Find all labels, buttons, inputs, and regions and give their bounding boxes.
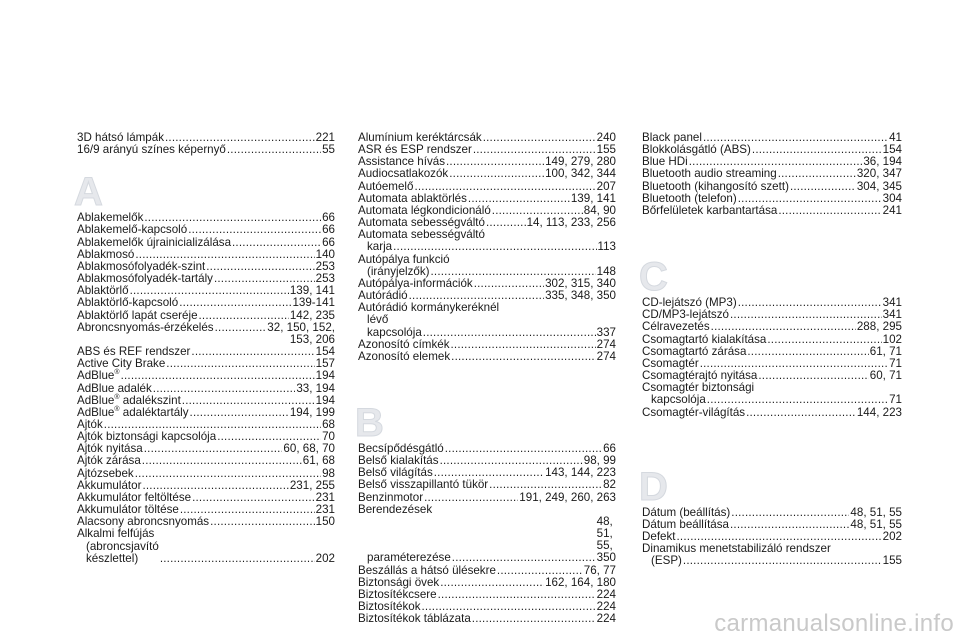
entry-page: 143, 144, 223 <box>545 466 616 480</box>
entry-page: 191, 249, 260, 263 <box>519 490 616 504</box>
entry-page: 98, 99 <box>583 454 616 468</box>
entry-page: 144, 223 <box>856 405 902 419</box>
entry-label-text: Azonosító címkék <box>358 337 450 351</box>
entry-line-2 <box>358 241 616 253</box>
entry-page: 154 <box>315 345 335 359</box>
entry-label-continued: karja <box>367 240 393 254</box>
entry-label-text: Belső visszapillantó tükör <box>358 478 489 492</box>
leader-dots <box>445 443 602 455</box>
index-column-1 <box>74 131 335 565</box>
leader-dots <box>707 394 888 406</box>
entry-page-continued: 153, 206 <box>289 332 335 346</box>
entry-label-text: Akkumulátor <box>77 478 142 492</box>
entry-page: 61, 71 <box>869 344 902 358</box>
section-a <box>77 212 335 565</box>
entry-page: 341 <box>882 308 902 322</box>
entry-page: 70 <box>322 430 335 444</box>
leader-dots <box>182 395 315 407</box>
entry-page: 274 <box>596 337 616 351</box>
entry-page: 139-141 <box>292 296 335 310</box>
entry-label-text: AdBlue <box>77 369 115 383</box>
leader-dots <box>227 144 321 156</box>
entry-label-text: Csomagtartó kialakítása <box>642 332 767 346</box>
entry-page: 55 <box>322 143 335 157</box>
leader-dots <box>731 507 849 519</box>
entry-label-text: Ajtók <box>77 417 103 431</box>
index-column-2 <box>355 131 616 626</box>
entry-page: 194, 199 <box>289 405 335 419</box>
entry-label-text: Assistance hívás <box>358 155 445 169</box>
leader-dots <box>160 553 315 565</box>
entry-page: 48, 51, 55 <box>850 517 902 531</box>
leader-dots <box>747 346 868 358</box>
leader-dots <box>497 565 583 577</box>
watermark-text: carmanualsonline.info <box>714 610 954 637</box>
entry-label-text: Abroncsnyomás-érzékelés <box>77 320 214 334</box>
index-entry <box>358 229 616 253</box>
index-entry <box>358 613 616 625</box>
leader-dots <box>166 358 314 370</box>
leader-dots <box>215 322 267 334</box>
entry-line-2 <box>77 541 335 565</box>
entry-page: 32, 150, 152, <box>267 320 335 334</box>
entry-label-text: Bluetooth (telefon) <box>642 191 737 205</box>
entry-label-text: Blue HDi <box>642 155 688 169</box>
entry-label-text: Automata ablaktörlés <box>358 191 467 205</box>
entry-label-text: Alacsony abroncsnyomás <box>77 515 210 529</box>
entry-label-text: Biztosítékok <box>358 600 421 613</box>
index-entry <box>358 254 616 278</box>
entry-label-continued: paraméterezése <box>367 551 451 565</box>
entry-page: 139, 141 <box>570 191 616 205</box>
entry-page: 68 <box>322 417 335 431</box>
entry-label-text: ASR és ESP rendszer <box>358 143 472 157</box>
entry-page: 155 <box>596 143 616 157</box>
entry-page: 60, 68, 70 <box>283 442 335 456</box>
index-entry <box>642 382 902 406</box>
entry-label-text: 16/9 arányú színes képernyő <box>77 143 226 157</box>
leader-dots <box>746 407 856 419</box>
index-entry <box>77 528 335 564</box>
entry-label-text: Ajtók biztonsági kapcsolója <box>77 430 217 444</box>
entry-label-continued: (irányjelzők) <box>367 264 430 278</box>
leader-dots <box>393 241 596 253</box>
entry-label-text: Ablakmosófolyadék-szint <box>77 259 206 273</box>
leader-dots <box>135 468 321 480</box>
entry-label-text: Ablakemelők <box>77 211 144 225</box>
entry-label-text: Célravezetés <box>642 320 710 334</box>
entry-page: 224 <box>596 612 616 626</box>
leader-dots <box>144 443 283 455</box>
section-b-cont <box>642 132 902 217</box>
entry-page: 253 <box>315 259 335 273</box>
entry-page: 142, 235 <box>289 308 335 322</box>
entry-label-text: Automata sebességváltó <box>358 216 485 230</box>
leader-dots <box>683 555 882 567</box>
leader-dots <box>474 278 544 290</box>
leader-dots <box>449 168 544 180</box>
index-column-3 <box>639 131 902 568</box>
leader-dots <box>423 327 596 339</box>
entry-page: 302, 315, 340 <box>545 276 616 290</box>
section-d <box>642 507 902 568</box>
entry-label-text: Defekt <box>642 529 676 543</box>
entry-page: 66 <box>322 223 335 237</box>
entry-page: 253 <box>315 272 335 286</box>
registered-mark: ® <box>114 405 120 413</box>
entry-label-text: AdBlue <box>77 393 115 407</box>
entry-page: 231 <box>315 490 335 504</box>
leader-dots <box>778 168 856 180</box>
leader-dots <box>190 407 289 419</box>
section-letter-d: D <box>639 464 668 509</box>
entry-page: 162, 164, 180 <box>545 575 616 589</box>
entry-label-text: Active City Brake <box>77 357 166 371</box>
entry-page: 224 <box>596 600 616 613</box>
entry-label <box>642 407 745 419</box>
entry-line-2 <box>358 314 616 338</box>
section-a-cont <box>358 132 616 363</box>
entry-label-text: Automata légkondicionáló <box>358 203 491 217</box>
entry-page: 48, 51, 55 <box>850 505 902 519</box>
entry-page: 61, 68 <box>302 454 335 468</box>
entry-label-text: Csomagtér-világítás <box>642 405 746 419</box>
entry-label-text: Dátum (beállítás) <box>642 505 731 519</box>
leader-dots <box>452 552 596 564</box>
entry-label: Csomagtér biztonsági <box>642 381 755 395</box>
entry-page: 98 <box>322 466 335 480</box>
index-entry <box>358 302 616 338</box>
entry-page: 33, 194 <box>296 381 335 395</box>
entry-label: Autórádió kormánykeréknél <box>358 301 500 315</box>
entry-page: 140 <box>315 247 335 261</box>
leader-dots <box>483 132 596 144</box>
entry-label-text: Black panel <box>642 131 702 144</box>
leader-dots <box>758 370 868 382</box>
entry-page: 149, 279, 280 <box>545 155 616 169</box>
entry-label-text: Akkumulátor töltése <box>77 503 179 517</box>
leader-dots <box>232 237 321 249</box>
entry-page: 150 <box>315 515 335 529</box>
entry-label-suffix: adalékszint <box>119 393 181 407</box>
entry-page: 82 <box>603 478 616 492</box>
index-entry <box>77 144 335 156</box>
entry-page: 14, 113, 233, 256 <box>526 216 616 230</box>
leader-dots <box>767 334 881 346</box>
entry-label <box>642 205 777 217</box>
entry-label-text: Audiocsatlakozók <box>358 167 449 181</box>
entry-label-text: Dátum beállítása <box>642 517 729 531</box>
index-entry <box>358 492 616 504</box>
entry-page: 36, 194 <box>863 155 902 169</box>
entry-page: 221 <box>315 131 335 144</box>
entry-label-text: Bluetooth (kihangosító szett) <box>642 179 789 193</box>
entry-label-text: AdBlue <box>77 405 115 419</box>
entry-page: 139, 141 <box>289 284 335 298</box>
entry-label-text: Alumínium keréktárcsák <box>358 131 482 144</box>
leader-dots <box>730 519 849 531</box>
entry-page: 66 <box>603 441 616 455</box>
section-c <box>642 297 902 419</box>
entry-label-text: Ablakmosó <box>77 247 135 261</box>
entry-page: 207 <box>596 179 616 193</box>
entry-label-text: Becsípődésgátló <box>358 441 444 455</box>
entry-page: 241 <box>882 203 902 217</box>
index-entry <box>642 543 902 567</box>
entry-line-2 <box>642 394 902 406</box>
entry-page: 154 <box>882 143 902 157</box>
entry-page: 66 <box>322 211 335 225</box>
entry-page: 100, 342, 344 <box>545 167 616 181</box>
entry-page: 194 <box>315 369 335 383</box>
entry-label-text: Ablakemelők újrainicializálása <box>77 235 232 249</box>
entry-label-suffix: adaléktartály <box>119 405 189 419</box>
entry-label <box>77 144 226 156</box>
entry-label-text: Ajtók zárása <box>77 454 141 468</box>
index-entry <box>642 407 902 419</box>
entry-label-text: Blokkolásgátló (ABS) <box>642 143 751 157</box>
entry-page: 148 <box>596 264 616 278</box>
entry-page: 102 <box>882 332 902 346</box>
entry-page: 341 <box>882 296 902 310</box>
entry-page: 71 <box>889 356 902 370</box>
entry-page: 304 <box>882 191 902 205</box>
entry-page: 155 <box>882 554 902 568</box>
index-entry <box>77 407 335 419</box>
entry-label <box>77 322 214 334</box>
leader-dots <box>431 266 596 278</box>
entry-label-text: Azonosító elemek <box>358 349 451 363</box>
leader-dots <box>446 156 544 168</box>
entry-label-text: AdBlue adalék <box>77 381 152 395</box>
leader-dots <box>210 516 315 528</box>
leader-dots <box>438 589 596 601</box>
entry-label-text: Autórádió <box>358 289 408 303</box>
entry-label-text: Akkumulátor feltöltése <box>77 490 192 504</box>
entry-label-text: Ablaktörlő lapát cseréje <box>77 308 198 322</box>
section-top <box>77 132 335 156</box>
leader-dots <box>451 351 596 363</box>
entry-page: 60, 71 <box>869 369 902 383</box>
entry-label: Autópálya funkció <box>358 252 450 266</box>
entry-label-text: Biztonsági övek <box>358 575 440 589</box>
entry-page: 48, 51, 55, 350 <box>596 514 616 565</box>
entry-label-text: ABS és REF rendszer <box>77 345 191 359</box>
leader-dots <box>472 613 596 625</box>
leader-dots <box>424 492 518 504</box>
entry-label-text: Ablakmosófolyadék-tartály <box>77 272 213 286</box>
entry-label-text: CD/MP3-lejátszó <box>642 308 729 322</box>
entry-page: 202 <box>882 529 902 543</box>
entry-page: 231, 255 <box>289 478 335 492</box>
entry-label-continued: lévő kapcsolója <box>367 313 422 339</box>
section-letter-b: B <box>355 400 384 445</box>
entry-label-continued: (ESP) <box>651 554 682 568</box>
leader-dots <box>192 492 315 504</box>
entry-page: 231 <box>315 503 335 517</box>
leader-dots <box>451 339 596 351</box>
entry-line-2 <box>358 266 616 278</box>
entry-label-text: Csomagtartó zárása <box>642 344 747 358</box>
index-entry <box>358 504 616 565</box>
section-b <box>358 443 616 625</box>
entry-page: 288, 295 <box>856 320 902 334</box>
entry-page: 337 <box>596 325 616 339</box>
entry-page: 113 <box>597 240 616 254</box>
entry-label <box>358 351 450 363</box>
entry-page: 84, 90 <box>583 203 616 217</box>
entry-label-text: Autópálya-információk <box>358 276 473 290</box>
entry-page: 66 <box>322 235 335 249</box>
entry-page: 194 <box>315 393 335 407</box>
registered-mark: ® <box>114 369 120 377</box>
entry-label-text: Ajtók nyitása <box>77 442 143 456</box>
entry-label: Alkalmi felfújás <box>77 527 155 541</box>
entry-label-text: Csomagtér <box>642 356 699 370</box>
entry-label-continued: (abroncsjavító készlettel) <box>86 539 159 565</box>
entry-label-text: Autóemelő <box>358 179 414 193</box>
entry-label: Berendezések <box>358 502 433 516</box>
entry-label-text: 3D hátsó lámpák <box>77 131 164 144</box>
entry-label-text: Bőrfelületek karbantartása <box>642 203 778 217</box>
entry-label-text: Benzinmotor <box>358 490 424 504</box>
index-entry <box>642 519 902 531</box>
entry-label <box>358 492 423 504</box>
leader-dots <box>206 261 314 273</box>
entry-label-text: Csomagtérajtó nyitása <box>642 369 758 383</box>
leader-dots <box>752 144 882 156</box>
leader-dots <box>142 455 302 467</box>
entry-page: 240 <box>596 131 616 144</box>
leader-dots <box>489 479 602 491</box>
entry-label-text: Ablakemelő-kapcsoló <box>77 223 188 237</box>
entry-label: Automata sebességváltó <box>358 228 485 242</box>
entry-page: 71 <box>889 393 902 407</box>
entry-page: 335, 348, 350 <box>545 289 616 303</box>
entry-line-2 <box>642 555 902 567</box>
leader-dots <box>440 577 544 589</box>
entry-label-text: Bluetooth audio streaming <box>642 167 777 181</box>
entry-label-text: Biztosítékok táblázata <box>358 612 471 626</box>
entry-label: Dinamikus menetstabilizáló rendszer <box>642 542 831 556</box>
entry-page: 41 <box>889 131 902 144</box>
entry-label-text: Belső világítás <box>358 466 433 480</box>
section-letter-a: A <box>74 170 103 215</box>
entry-page: 304, 345 <box>856 179 902 193</box>
leader-dots <box>191 346 314 358</box>
entry-label-text: Ajtózsebek <box>77 466 134 480</box>
entry-label <box>358 613 471 625</box>
entry-page: 157 <box>315 357 335 371</box>
leader-dots <box>790 181 856 193</box>
entry-page: 224 <box>596 587 616 601</box>
entry-page: 320, 347 <box>856 167 902 181</box>
entry-label-text: Biztosítékcsere <box>358 587 437 601</box>
registered-mark: ® <box>114 393 120 401</box>
entry-label-text: Ablaktörlő-kapcsoló <box>77 296 179 310</box>
entry-label-text: Belső kialakítás <box>358 454 439 468</box>
entry-page: 274 <box>596 349 616 363</box>
leader-dots <box>778 205 881 217</box>
entry-line-2 <box>358 516 616 565</box>
leader-dots <box>486 217 526 229</box>
entry-label-text: CD-lejátszó (MP3) <box>642 296 737 310</box>
entry-label-continued: kapcsolója <box>651 393 706 407</box>
leader-dots <box>738 297 882 309</box>
index-entry <box>642 205 902 217</box>
index-entry <box>358 351 616 363</box>
entry-label-text: Ablaktörlő <box>77 284 129 298</box>
entry-page: 76, 77 <box>583 563 616 577</box>
entry-label-text: Beszállás a hátsó ülésekre <box>358 563 496 577</box>
section-letter-c: C <box>639 255 668 300</box>
entry-page: 202 <box>315 551 335 565</box>
